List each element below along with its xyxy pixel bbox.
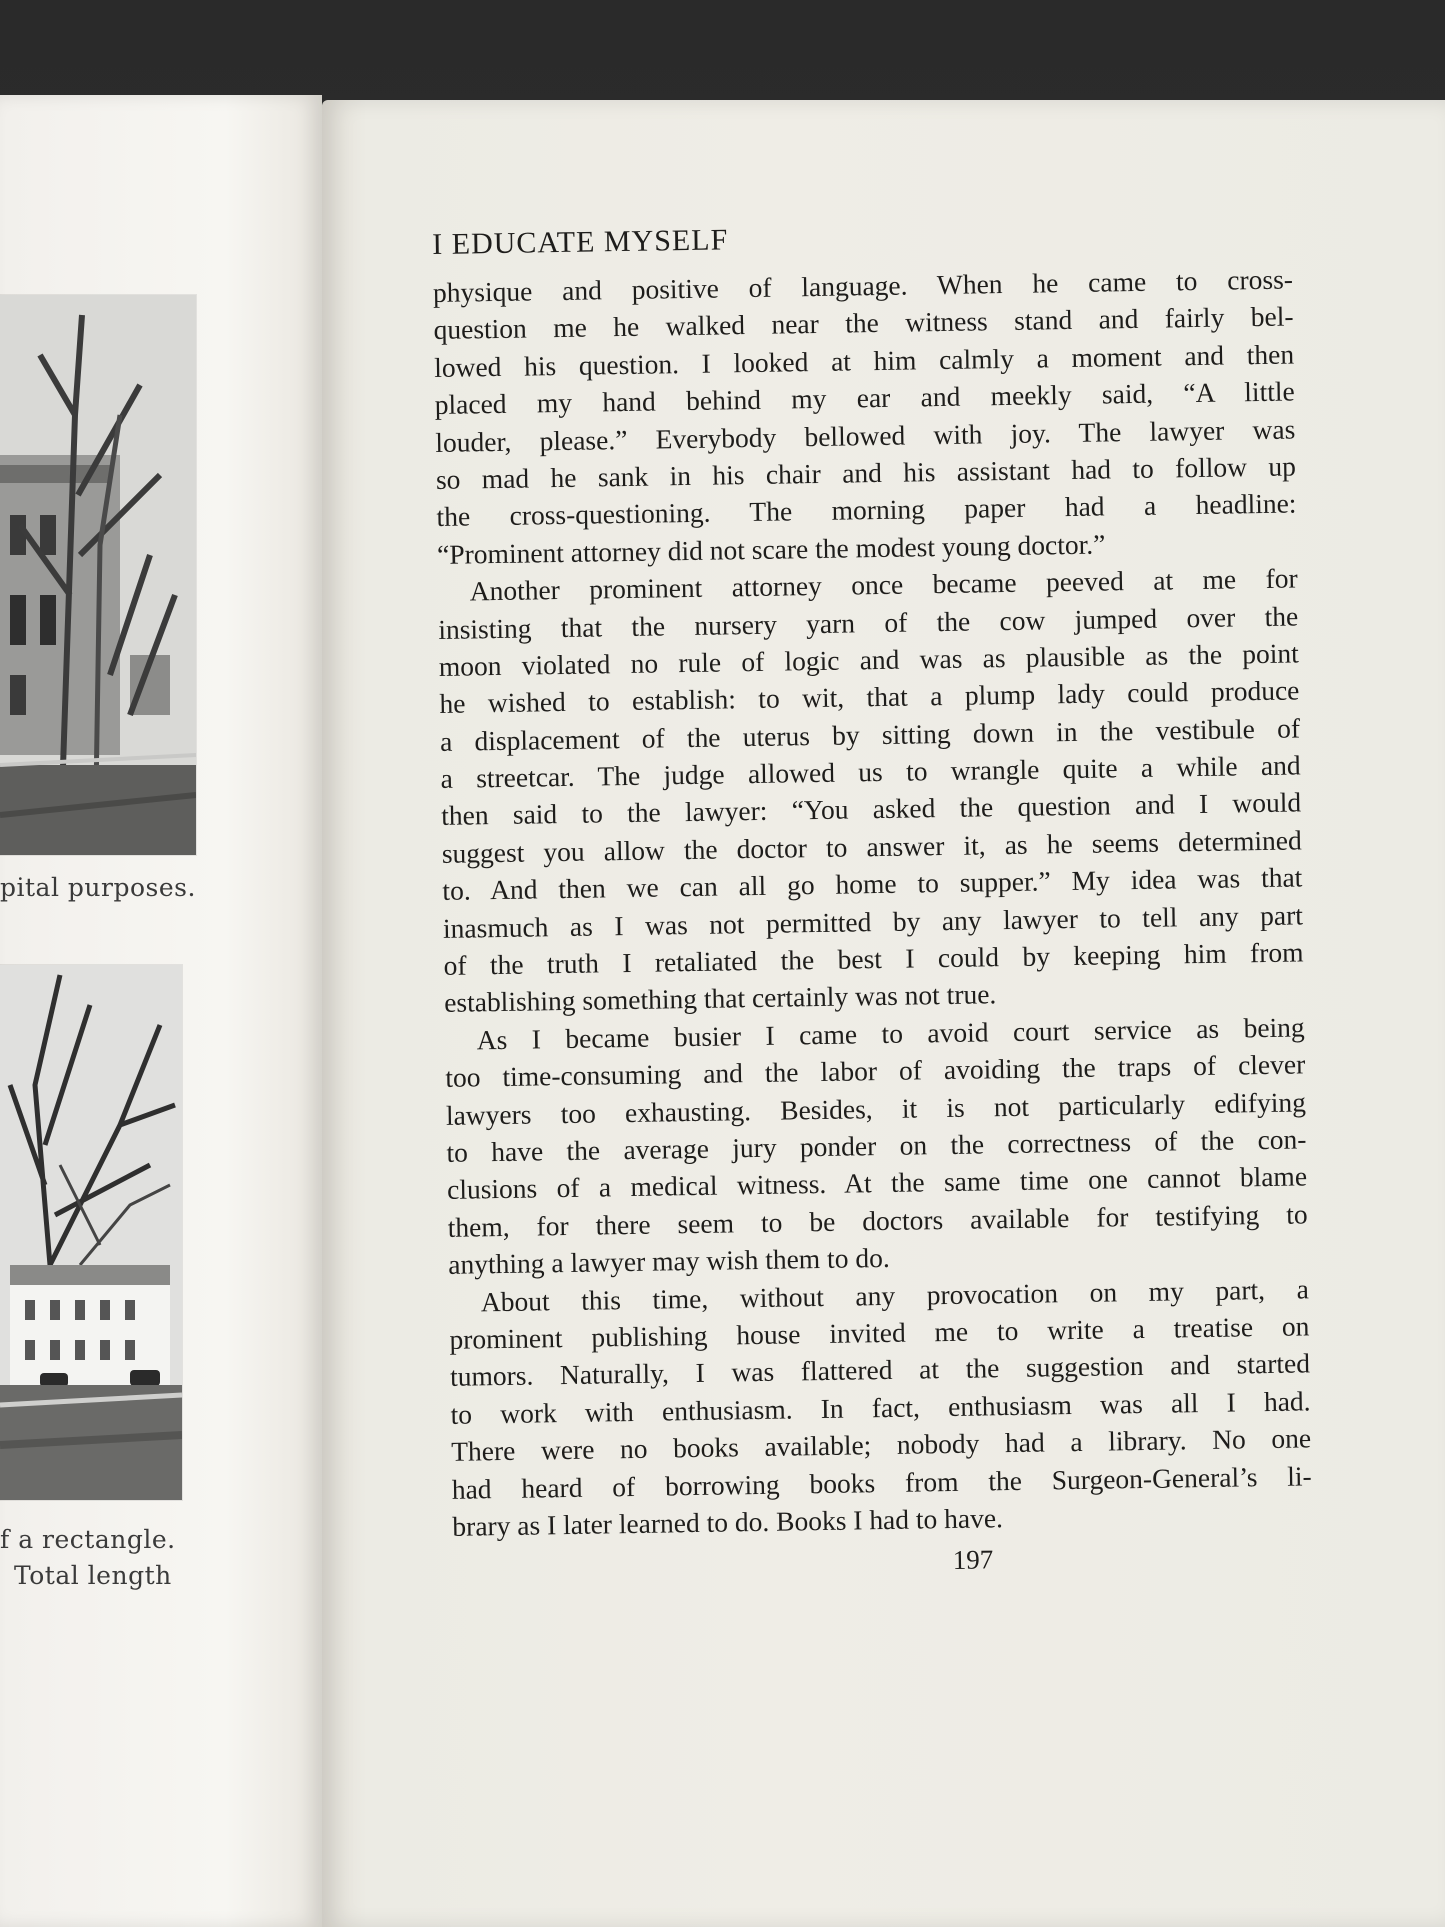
text-line: brary as I later learned to do. Books I had to have.	[452, 1502, 1004, 1542]
paragraph	[433, 260, 1298, 573]
text-line: too time-consuming and the labor of avoiding the traps of clever	[445, 1048, 1306, 1094]
text-line: insisting that the nursery yarn of the cow jumped over the	[438, 599, 1299, 645]
text-line: then said to the lawyer: “You asked the question and I would	[440, 786, 1302, 832]
text-line: a displacement of the uterus by sitting down in the vestibule of	[439, 712, 1301, 757]
text-line: question me he walked near the witness stand and fairly bel-	[433, 300, 1294, 346]
left-page	[0, 95, 322, 1927]
text-line: them, for there seem to be doctors available for testifying to	[447, 1198, 1308, 1243]
text-line: anything a lawyer may wish them to do.	[448, 1242, 890, 1281]
text-line: clusions of a medical witness. At the same time one cannot blame	[446, 1160, 1308, 1206]
text-line: moon violated no rule of logic and was as plausible as the point	[438, 637, 1300, 682]
building-photo-bottom	[0, 965, 182, 1500]
text-line: As I became busier I came to avoid court service as being	[476, 1011, 1305, 1056]
left-caption-3: Total length	[14, 1561, 172, 1590]
text-line: of the truth I retaliated the best I could by keeping him from	[443, 936, 1304, 981]
building-photo-top	[0, 295, 196, 855]
text-line: placed my hand behind my ear and meekly said, “A little	[434, 375, 1295, 421]
right-page	[322, 100, 1445, 1927]
text-line: About this time, without any provocation on my part, a	[480, 1272, 1310, 1317]
page-text-block	[432, 214, 1313, 1584]
text-line: tumors. Naturally, I was flattered at the suggestion and started	[449, 1347, 1311, 1393]
left-caption-2: f a rectangle.	[0, 1525, 176, 1554]
paragraph	[437, 560, 1304, 1022]
text-line: establishing something that certainly was not true.	[443, 978, 997, 1019]
text-line: so mad he sank in his chair and his assistant had to follow up	[435, 450, 1297, 495]
text-line: “Prominent attorney did not scare the modest young doctor.”	[436, 528, 1106, 570]
paragraph	[449, 1270, 1313, 1545]
text-line: inasmuch as I was not permitted by any lawyer to tell any part	[442, 899, 1304, 944]
text-line: the cross-questioning. The morning paper had a headline:	[436, 487, 1297, 533]
paragraph	[444, 1008, 1308, 1283]
left-caption-1: pital purposes.	[0, 873, 196, 902]
text-line: to. And then we can all go home to supper.” My idea was that	[442, 861, 1303, 907]
text-line: lowed his question. I looked at him calmly a moment and then	[433, 338, 1295, 383]
text-line: had heard of borrowing books from the Surgeon-General’s li-	[451, 1459, 1312, 1505]
running-head: I EDUCATE MYSELF	[432, 223, 729, 261]
text-line: Another prominent attorney once became peeved at me for	[469, 562, 1298, 607]
text-line: a streetcar. The judge allowed us to wrangle quite a while and	[440, 749, 1301, 795]
text-line: physique and positive of language. When he came to cross-	[432, 263, 1294, 308]
text-line: suggest you allow the doctor to answer it, as he seems determined	[441, 824, 1302, 869]
text-line: to work with enthusiasm. In fact, enthusiasm was all I had.	[450, 1385, 1311, 1430]
text-line: to have the average jury ponder on the correctness of the con-	[446, 1123, 1307, 1168]
text-line: prominent publishing house invited me to write a treatise on	[449, 1310, 1310, 1355]
body-text	[433, 260, 1313, 1545]
text-line: lawyers too exhausting. Besides, it is not particularly edifying	[445, 1085, 1307, 1131]
text-line: There were no books available; nobody had a library. No one	[450, 1422, 1312, 1467]
page-number: 197	[952, 1544, 994, 1576]
text-line: louder, please.” Everybody bellowed with joy. The lawyer was	[435, 413, 1296, 458]
text-line: he wished to establish: to wit, that a plump lady could produce	[439, 674, 1300, 720]
